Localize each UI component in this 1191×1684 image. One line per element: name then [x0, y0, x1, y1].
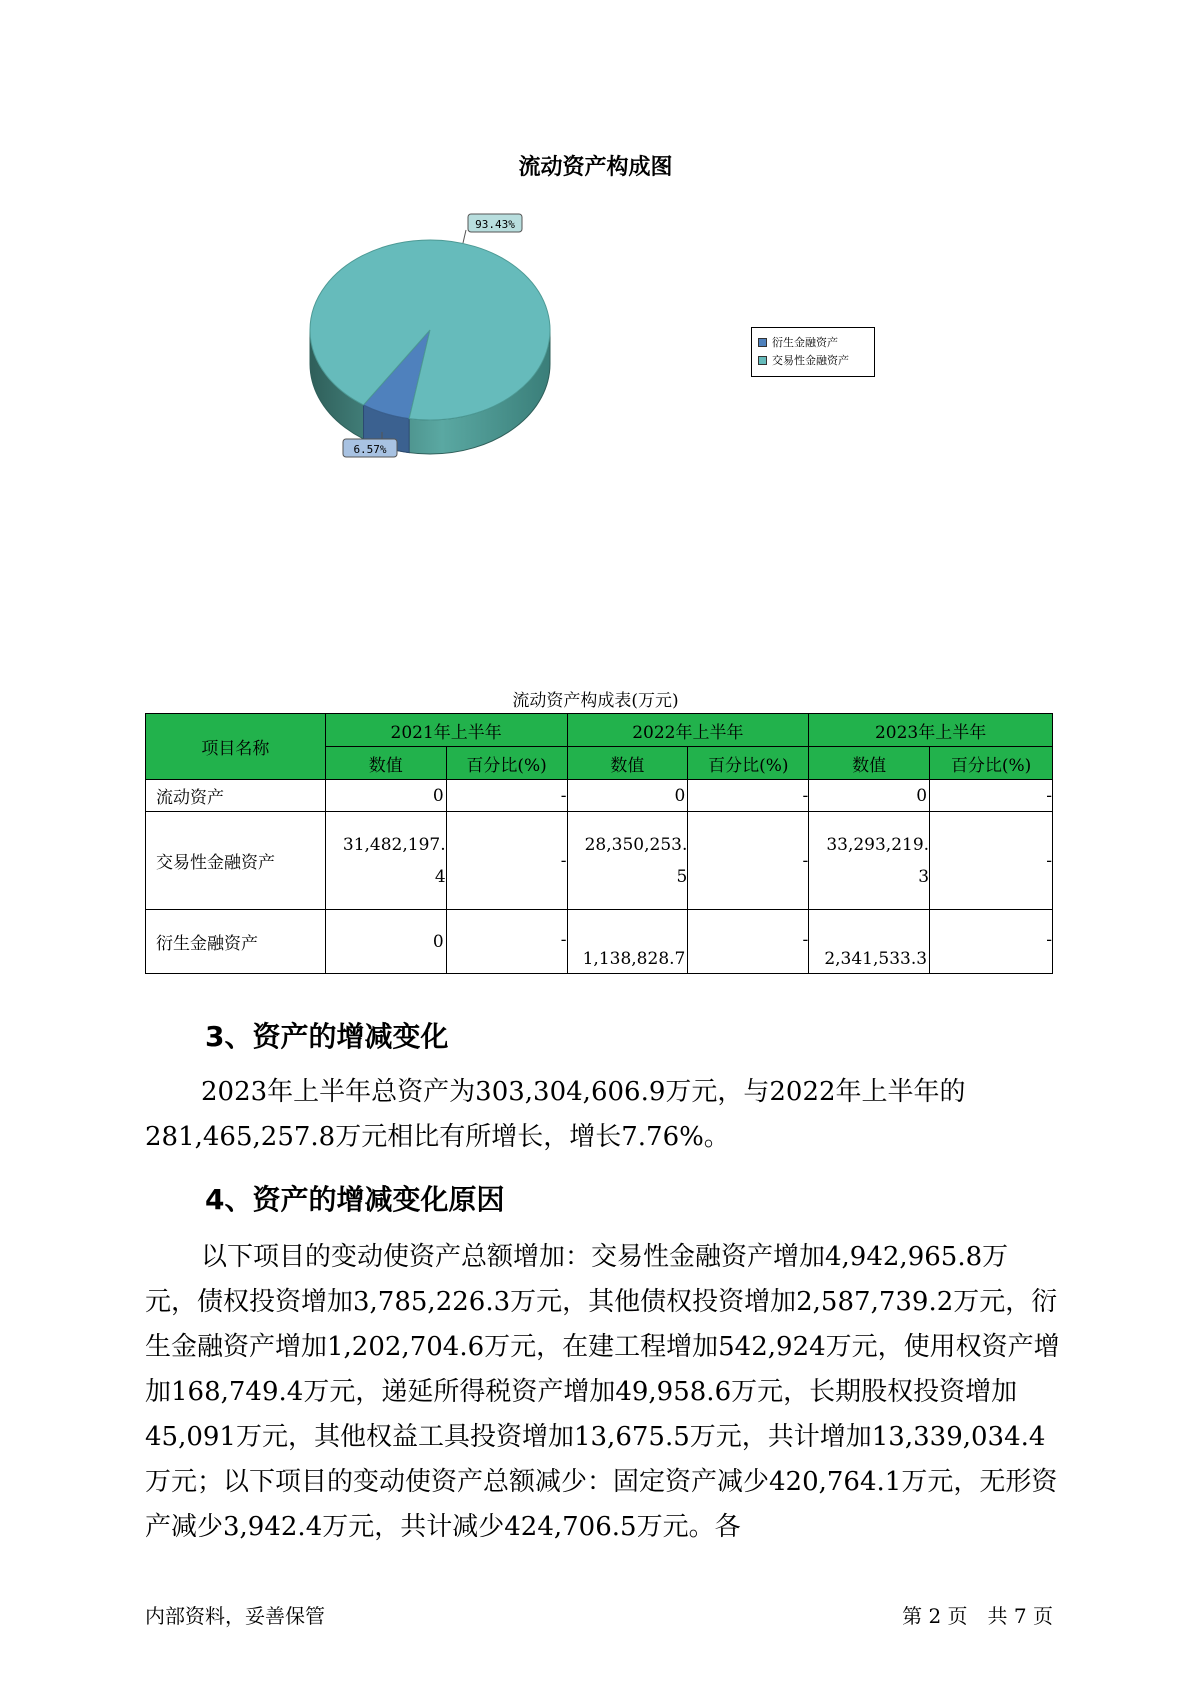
- cell-percent: -: [446, 910, 567, 974]
- row-name: 交易性金融资产: [146, 812, 326, 910]
- section-paragraph-4: 以下项目的变动使资产总额增加：交易性金融资产增加4,942,965.8万元，债权投资增加3,785,226.3万元，其他债权投资增加2,587,739.2万元，衍生金融资产增加1,202,704.6万元，在建工程增加542,924万元，使用权资产增加168,749.4万元，递延所得税资产增加49,958.6万元，长期股权投资增加45,091万元，其他权益工具投资增加13,675.5万元，共计增加13,339,034.4万元；以下项目的变动使资产总额减少：固定资产减少420,764.1万元，无形资产减少3,942.4万元，共计减少424,706.5万元。各: [145, 1242, 1060, 1542]
- cell-value: 2,341,533.3: [809, 910, 930, 974]
- data-label-trading: 93.43%: [475, 218, 515, 231]
- header-value: 数值: [809, 747, 930, 780]
- cell-percent: -: [930, 780, 1053, 812]
- header-value: 数值: [567, 747, 688, 780]
- cell-value: 28,350,253.5: [567, 812, 688, 910]
- cell-percent: -: [688, 910, 809, 974]
- footer-page-number: 第 2 页 共 7 页: [902, 1604, 1053, 1628]
- cell-value: 0: [567, 780, 688, 812]
- cell-value: 0: [325, 910, 446, 974]
- legend-item: [758, 333, 868, 351]
- chart-legend: [751, 327, 875, 377]
- table-row: [146, 780, 1053, 812]
- cell-percent: -: [688, 780, 809, 812]
- data-label-derivative: 6.57%: [353, 443, 387, 456]
- table-row: [146, 812, 1053, 910]
- chart-title: 流动资产构成图: [518, 155, 673, 180]
- footer-confidential: 内部资料，妥善保管: [145, 1604, 325, 1628]
- legend-swatch-trading: [758, 356, 767, 365]
- table-row: [146, 910, 1053, 974]
- cell-percent: -: [930, 910, 1053, 974]
- cell-percent: -: [446, 812, 567, 910]
- row-name: 衍生金融资产: [146, 910, 326, 974]
- header-percent: 百分比(%): [930, 747, 1053, 780]
- header-value: 数值: [325, 747, 446, 780]
- legend-swatch-derivative: [758, 338, 767, 347]
- cell-value: 31,482,197.4: [325, 812, 446, 910]
- legend-label: 交易性金融资产: [772, 354, 849, 367]
- header-period: 2023年上半年: [809, 714, 1053, 747]
- pie-slice-trading: [310, 240, 550, 420]
- cell-percent: -: [688, 812, 809, 910]
- header-period: 2022年上半年: [567, 714, 809, 747]
- label-leader-line: [463, 230, 466, 243]
- table-caption: 流动资产构成表(万元): [512, 691, 679, 711]
- cell-value: 0: [325, 780, 446, 812]
- header-period: 2021年上半年: [325, 714, 567, 747]
- section-heading-4: 4、资产的增减变化原因: [205, 1183, 505, 1216]
- cell-percent: -: [930, 812, 1053, 910]
- header-percent: 百分比(%): [446, 747, 567, 780]
- header-percent: 百分比(%): [688, 747, 809, 780]
- header-item-name: 项目名称: [146, 714, 326, 780]
- cell-value: 0: [809, 780, 930, 812]
- legend-label: 衍生金融资产: [772, 336, 838, 349]
- pie-chart: [0, 0, 1191, 520]
- current-assets-table: [145, 713, 1053, 974]
- cell-percent: -: [446, 780, 567, 812]
- section-heading-3: 3、资产的增减变化: [205, 1020, 449, 1053]
- legend-item: [758, 351, 868, 369]
- cell-value: 33,293,219.3: [809, 812, 930, 910]
- section-paragraph-3: 2023年上半年总资产为303,304,606.9万元，与2022年上半年的281,465,257.8万元相比有所增长，增长7.76%。: [145, 1077, 966, 1152]
- row-name: 流动资产: [146, 780, 326, 812]
- cell-value: 1,138,828.7: [567, 910, 688, 974]
